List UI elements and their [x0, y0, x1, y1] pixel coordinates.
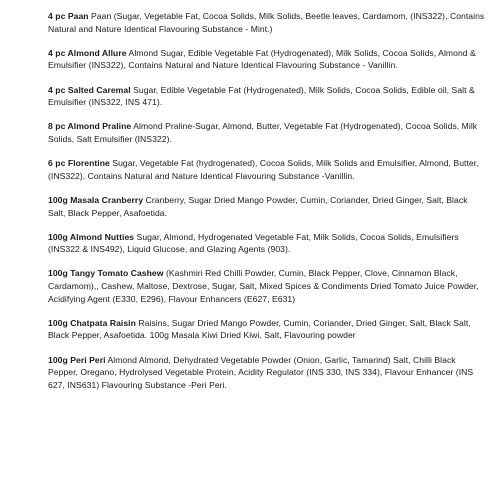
- ingredients-text: Sugar, Vegetable Fat (hydrogenated), Cocoa Solids, Milk Solids and Emulsifier, Almond, Butter, (INS322), Contains Natural and Nature Identical Flavouring Substance -Vanillin.: [48, 158, 479, 181]
- product-name: 100g Almond Nutties: [48, 231, 135, 242]
- product-name: 100g Peri Peri: [48, 354, 106, 365]
- ingredients-text: Sugar, Almond, Hydrogenated Vegetable Fat, Milk Solids, Cocoa Solids, Emulsifiers (INS322 & INS492), Liquid Glucose, and Glazing Agents (903).: [48, 231, 459, 255]
- product-name: 100g Tangy Tomato Cashew: [48, 268, 164, 279]
- product-entry-tangy-tomato-cashew: [48, 267, 486, 305]
- product-entry-florentine: [48, 157, 486, 182]
- product-name: 8 pc Almond Praline: [48, 121, 132, 132]
- product-name: 4 pc Salted Caremal: [48, 84, 131, 95]
- product-name: 4 pc Paan: [48, 11, 89, 21]
- product-name: 4 pc Almond Allure: [48, 47, 127, 58]
- product-entry-chatpata-raisin: [48, 317, 486, 342]
- product-entry-salted-caremal: [48, 84, 486, 109]
- product-entry-almond-praline: [48, 120, 486, 145]
- ingredients-text: Almond Sugar, Edible Vegetable Fat (Hydrogenated), Milk Solids, Cocoa Solids, Almond & Emulsifier (INS322), Contains Natural and Nature Identical Flavouring Substance - Vanillin.: [48, 47, 476, 71]
- product-entry-peri-peri: [48, 354, 486, 392]
- ingredients-text: Cranberry, Sugar Dried Mango Powder, Cumin, Coriander, Dried Ginger, Salt, Black Salt, Black Pepper, Asafoetida.: [48, 194, 468, 218]
- ingredients-text: Raisins, Sugar Dried Mango Powder, Cumin, Coriander, Dried Ginger, Salt, Black Salt, Black Pepper, Asafoetida. 100g Masala Kiwi Dried Kiwi, Salt, Flavouring powder: [48, 317, 471, 341]
- product-name: 6 pc Florentine: [48, 158, 110, 169]
- ingredients-text: Almond Almond, Dehydrated Vegetable Powder (Onion, Garlic, Tamarind) Salt, Chilli Black Pepper, Oregano, Hydrolysed Vegetable Protein, Acidity Regulator (INS 330, INS 334), Flavour Enhancer (INS 627, INS631) Flavouring Substance -Peri Peri.: [48, 354, 474, 390]
- ingredients-text: Sugar, Edible Vegetable Fat (Hydrogenated), Milk Solids, Cocoa Solids, Edible oil, Salt & Emulsifier (INS322, INS 471).: [48, 84, 475, 108]
- product-name: 100g Chatpata Raisin: [48, 317, 136, 328]
- product-entry-almond-allure: [48, 47, 486, 72]
- product-entry-paan: [48, 10, 486, 35]
- ingredients-text: Almond Praline-Sugar, Almond, Butter, Vegetable Fat (Hydrogenated), Cocoa Solids, Milk Solids, Salt Emulsifier (INS322).: [48, 121, 478, 144]
- ingredients-text: Paan (Sugar, Vegetable Fat, Cocoa Solids, Milk Solids, Beetle leaves, Cardamom, (INS322), Contains Natural and Nature Identical Flavouring Substance - Mint.): [48, 11, 485, 34]
- product-name: 100g Masala Cranberry: [48, 194, 144, 205]
- product-entry-masala-cranberry: [48, 194, 486, 219]
- ingredients-text: (Kashmiri Red Chilli Powder, Cumin, Black Pepper, Clove, Cinnamon Black, Cardamom),, Cashew, Maltose, Dextrose, Sugar, Salt, Mixed Spices & Condiments Dried Tomato Juice Powder, Acidifying Agent (E330, E296), Flavour Enhancers (E627, E631): [48, 268, 479, 304]
- product-entry-almond-nutties: [48, 231, 486, 256]
